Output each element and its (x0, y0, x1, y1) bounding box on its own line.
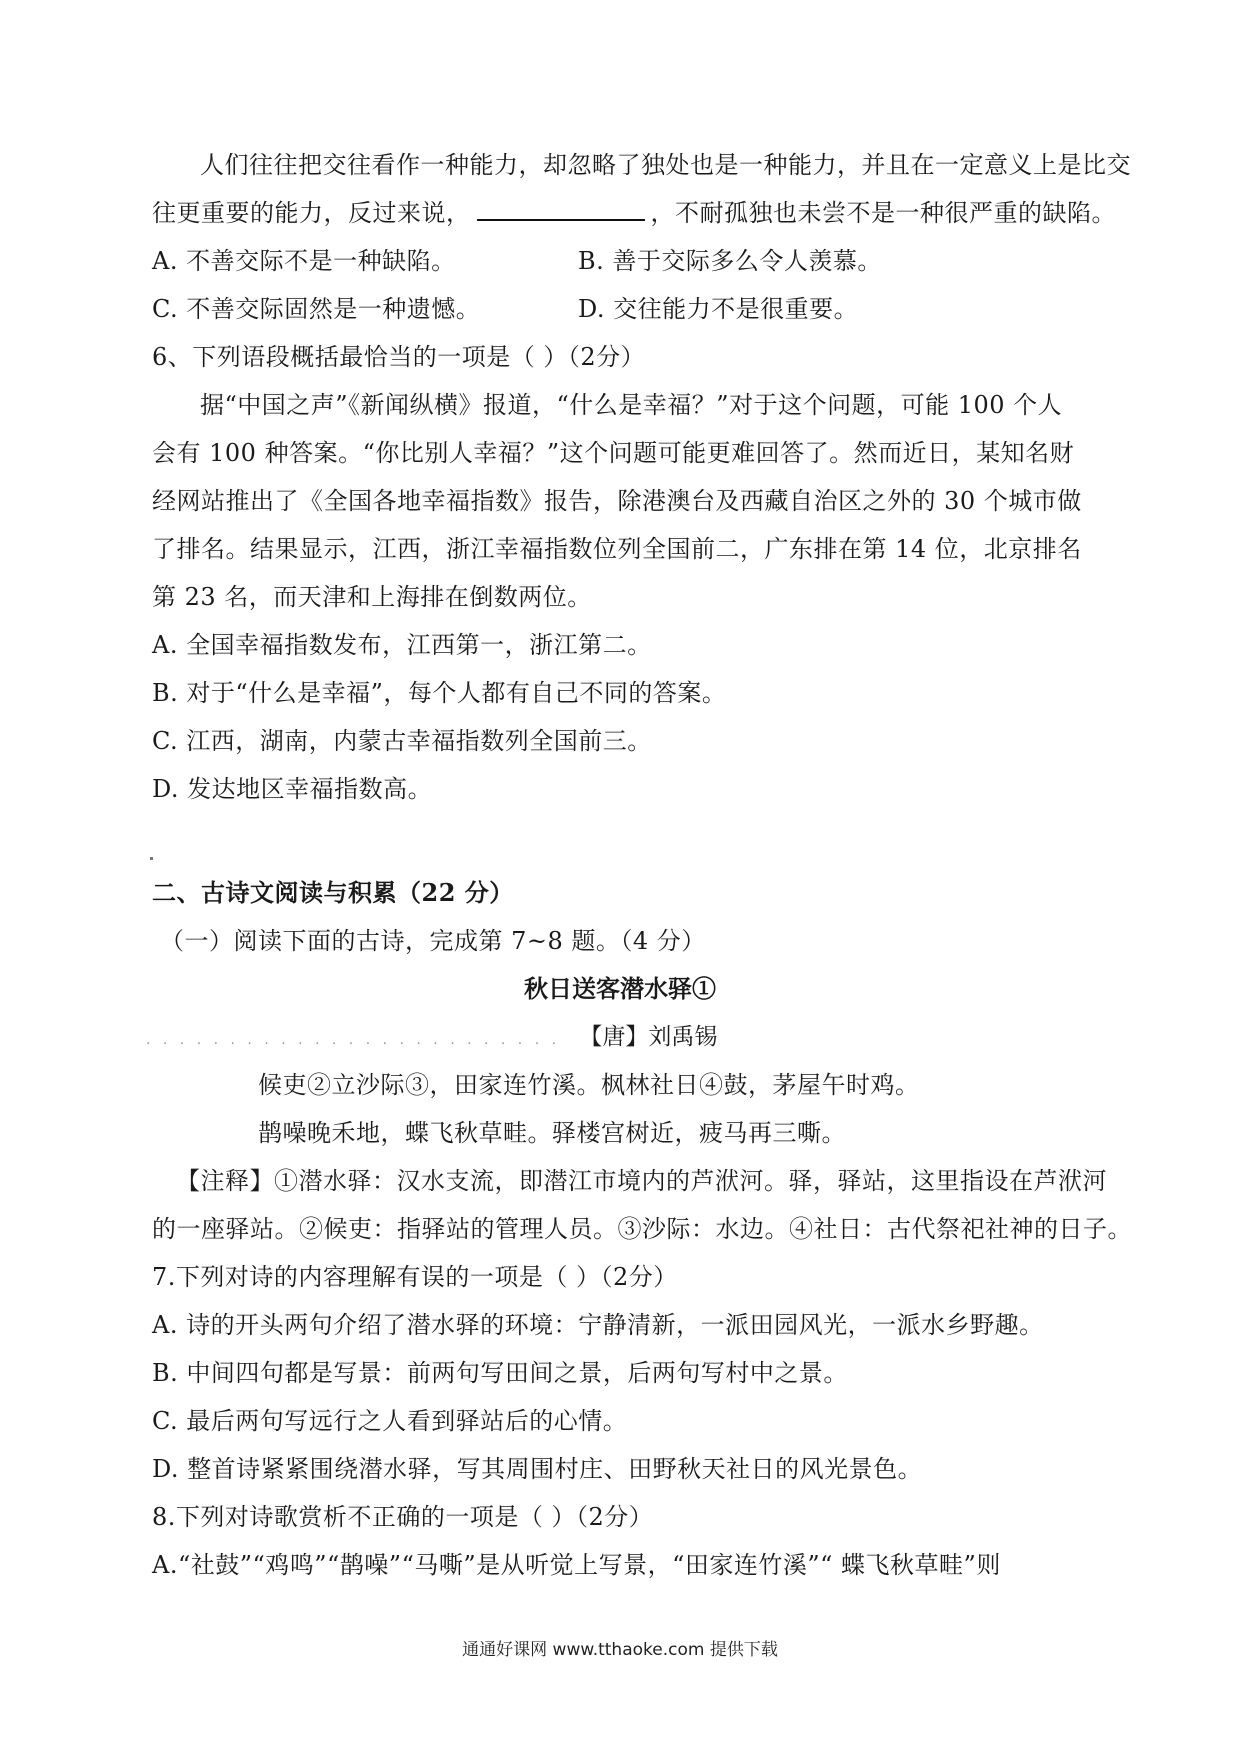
poem-line2: 鹊噪晚禾地，蝶飞秋草畦。驿楼宫树近，疲马再三嘶。 (258, 1119, 846, 1147)
poem-line1: 候吏②立沙际③，田家连竹溪。枫林社日④鼓，茅屋午时鸡。 (258, 1071, 920, 1099)
section-subheading: （一）阅读下面的古诗，完成第 7~8 题。（4 分） (160, 927, 706, 955)
q6-option-c: C. 江西，湖南，内蒙古幸福指数列全国前三。 (152, 727, 652, 755)
q7-option-c: C. 最后两句写远行之人看到驿站后的心情。 (152, 1407, 628, 1435)
q5-option-c: C. 不善交际固然是一种遗憾。 (152, 295, 481, 323)
q8-option-a: A.“社鼓”“鸡鸣”“鹊噪”“马嘶”是从听觉上写景，“田家连竹溪”“ 蝶飞秋草畦”则 (152, 1551, 1001, 1579)
q6-option-b: B. 对于“什么是幸福”，每个人都有自己不同的答案。 (152, 679, 727, 707)
q5-paragraph-line2-post: ，不耐孤独也未尝不是一种很严重的缺陷。 (650, 199, 1116, 227)
poem-note-line1: 【注释】①潜水驿：汉水支流，即潜江市境内的芦洑河。驿，驿站，这里指设在芦洑河 (176, 1167, 1107, 1195)
q7-option-b: B. 中间四句都是写景：前两句写田间之景，后两句写村中之景。 (152, 1359, 848, 1387)
q5-option-a: A. 不善交际不是一种缺陷。 (152, 247, 456, 275)
q6-option-d: D. 发达地区幸福指数高。 (152, 775, 433, 803)
poem-note-line2: 的一座驿站。②候吏：指驿站的管理人员。③沙际：水边。④社日：古代祭祀社神的日子。 (152, 1215, 1132, 1243)
q7-option-a: A. 诗的开头两句介绍了潜水驿的环境：宁静清新，一派田园风光，一派水乡野趣。 (152, 1311, 1044, 1339)
q5-paragraph-line2 (152, 196, 1116, 230)
q7-option-d: D. 整首诗紧紧围绕潜水驿，写其周围村庄、田野秋天社日的风光景色。 (152, 1455, 923, 1483)
poem-title: 秋日送客潜水驿① (524, 974, 716, 1003)
q6-paragraph-line2: 会有 100 种答案。“你比别人幸福？”这个问题可能更难回答了。然而近日，某知名财 (152, 439, 1075, 467)
q5-option-d: D. 交往能力不是很重要。 (578, 295, 859, 323)
section-heading: 二、古诗文阅读与积累（22 分） (152, 878, 514, 907)
q5-paragraph-line2-pre: 往更重要的能力，反过来说， (152, 199, 471, 227)
q8-stem: 8.下列对诗歌赏析不正确的一项是（ ）（2分） (152, 1503, 654, 1531)
q6-paragraph-line5: 第 23 名，而天津和上海排在倒数两位。 (152, 583, 592, 611)
q6-stem: 6、下列语段概括最恰当的一项是（ ）（2分） (152, 343, 646, 371)
q5-option-b: B. 善于交际多么令人羡慕。 (578, 247, 882, 275)
stray-mark (150, 857, 153, 860)
q6-paragraph-line4: 了排名。结果显示，江西，浙江幸福指数位列全国前二，广东排在第 14 位，北京排名 (152, 535, 1082, 563)
page-footer: 通通好课网 www.tthaoke.com 提供下载 (462, 1640, 778, 1660)
q7-stem: 7.下列对诗的内容理解有误的一项是（ ）（2分） (152, 1263, 678, 1291)
fill-in-blank (477, 197, 645, 221)
poem-author-line (146, 1020, 1146, 1057)
poem-author: 【唐】刘禹锡 (579, 1024, 718, 1050)
dotted-leader: . . . . . . . . . . . . . . . . . . . . . . . . . (146, 1032, 561, 1048)
q6-option-a: A. 全国幸福指数发布，江西第一，浙江第二。 (152, 631, 652, 659)
q6-paragraph-line1: 据“中国之声”《新闻纵横》报道，“什么是幸福？”对于这个问题，可能 100 个人 (200, 391, 1063, 419)
q6-paragraph-line3: 经网站推出了《全国各地幸福指数》报告，除港澳台及西藏自治区之外的 30 个城市做 (152, 487, 1082, 515)
q5-paragraph-line1: 人们往往把交往看作一种能力，却忽略了独处也是一种能力，并且在一定意义上是比交 (200, 151, 1131, 179)
